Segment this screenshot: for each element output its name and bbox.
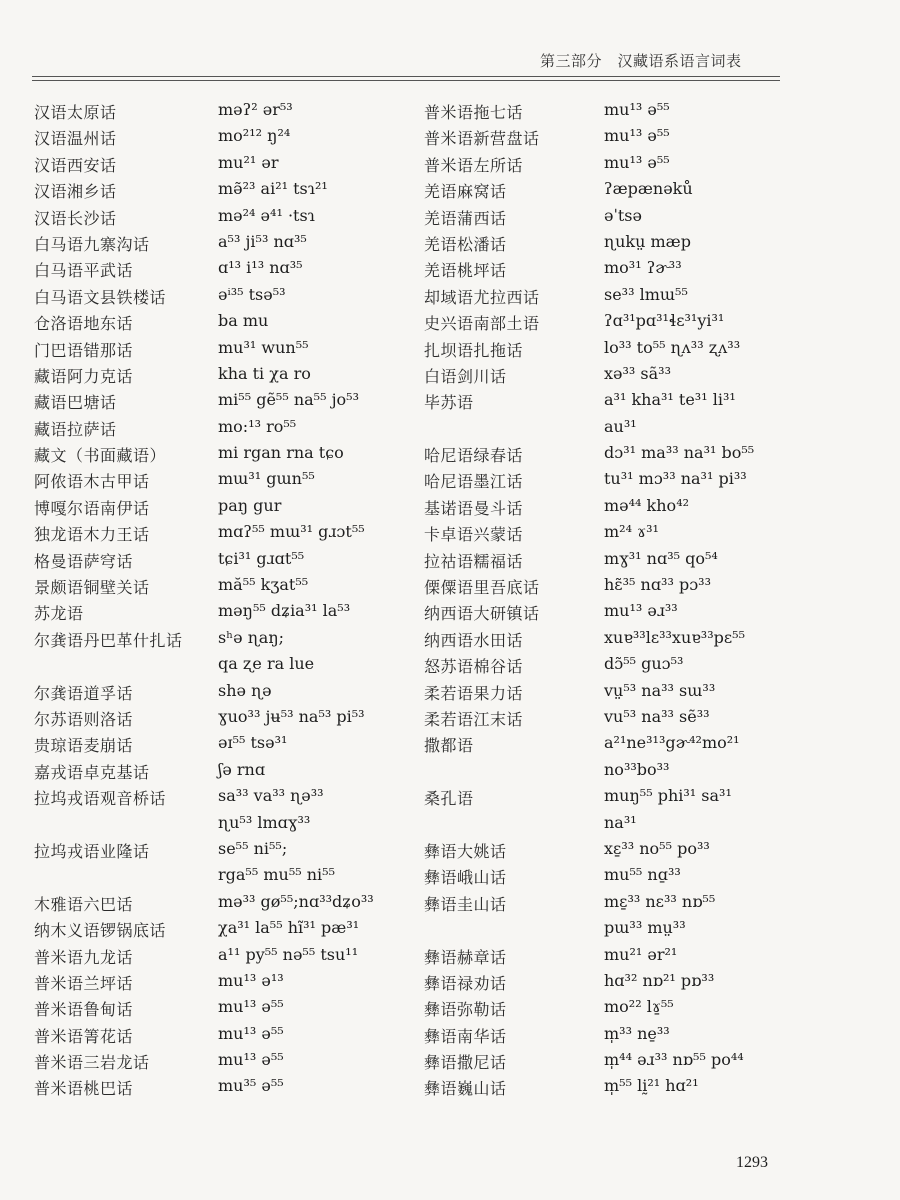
phonetic-form: vu⁵³ na³³ sẽ³³ xyxy=(604,706,710,726)
phonetic-form: mə³³ gø⁵⁵;nɑ³³dʑo³³ xyxy=(218,891,374,911)
language-name: 木雅语六巴话 xyxy=(34,894,134,914)
language-name: 撒都语 xyxy=(424,736,474,756)
language-name: 仓洛语地东话 xyxy=(34,314,134,334)
language-name: 彝语弥勒话 xyxy=(424,1000,507,1020)
phonetic-form: mo²¹² ŋ²⁴ xyxy=(218,126,291,146)
language-name: 纳西语水田话 xyxy=(424,630,524,650)
phonetic-form: se⁵⁵ ni⁵⁵; xyxy=(218,838,288,858)
phonetic-form: mu³⁵ ə⁵⁵ xyxy=(218,1076,284,1096)
page-number: 1293 xyxy=(736,1154,768,1171)
language-name: 彝语撒尼话 xyxy=(424,1053,507,1073)
language-name: 基诺语曼斗话 xyxy=(424,498,524,518)
phonetic-form: dɔ̃⁵⁵ guɔ⁵³ xyxy=(604,654,684,674)
phonetic-form: mu¹³ ə⁵⁵ xyxy=(218,1023,284,1043)
phonetic-form: a⁵³ ji⁵³ nɑ³⁵ xyxy=(218,231,307,251)
phonetic-form: əⁱ³⁵ tsə⁵³ xyxy=(218,284,286,304)
language-name: 彝语圭山话 xyxy=(424,894,507,914)
language-name: 彝语南华话 xyxy=(424,1026,507,1046)
phonetic-form: mu¹³ ə⁵⁵ xyxy=(218,997,284,1017)
phonetic-form: muŋ⁵⁵ phi³¹ sa³¹ xyxy=(604,786,732,806)
language-name: 拉坞戎语观音桥话 xyxy=(34,789,167,809)
language-name: 哈尼语墨江话 xyxy=(424,472,524,492)
phonetic-form: kha ti χa ro xyxy=(218,363,311,383)
phonetic-form: sa³³ va³³ ɳə³³ xyxy=(218,786,324,806)
language-name: 藏语阿力克话 xyxy=(34,366,134,386)
language-name: 彝语赫章话 xyxy=(424,947,507,967)
phonetic-form: mɑʔ⁵⁵ mɯ³¹ gɹɔt⁵⁵ xyxy=(218,522,365,542)
phonetic-form: mu¹³ ə⁵⁵ xyxy=(604,152,670,172)
language-name: 怒苏语棉谷话 xyxy=(424,657,524,677)
language-name: 尔龚语丹巴革什扎话 xyxy=(34,630,183,650)
language-name: 汉语西安话 xyxy=(34,155,117,175)
language-name: 贵琼语麦崩话 xyxy=(34,736,134,756)
language-name: 格曼语萨穹话 xyxy=(34,551,134,571)
phonetic-form: mə̃²³ ai²¹ tsɿ²¹ xyxy=(218,179,328,199)
phonetic-form: əɪ⁵⁵ tsə³¹ xyxy=(218,733,288,753)
phonetic-form: mu²¹ ər²¹ xyxy=(604,944,678,964)
phonetic-form: mă⁵⁵ kʒat⁵⁵ xyxy=(218,575,309,595)
language-name: 彝语禄劝话 xyxy=(424,973,507,993)
phonetic-form: mu¹³ əɹ³³ xyxy=(604,601,678,621)
language-name: 汉语温州话 xyxy=(34,129,117,149)
phonetic-form: mu³¹ wun⁵⁵ xyxy=(218,337,309,357)
phonetic-form: ʃə rnɑ xyxy=(218,759,266,779)
language-name: 阿侬语木古甲话 xyxy=(34,472,150,492)
language-name: 羌语麻窝话 xyxy=(424,182,507,202)
language-name: 尔龚语道孚话 xyxy=(34,683,134,703)
phonetic-form: ʔɑ³¹pɑ³¹ɬɛ³¹yi³¹ xyxy=(604,311,725,331)
phonetic-form: qa ʐe ra lue xyxy=(218,654,315,674)
phonetic-form: se³³ lmɯ⁵⁵ xyxy=(604,284,688,304)
phonetic-form: əˈtsə xyxy=(604,205,642,225)
language-name: 傈僳语里吾底话 xyxy=(424,578,540,598)
phonetic-form: məʔ² ər⁵³ xyxy=(218,100,293,119)
phonetic-form: mi rgan rna tɕo xyxy=(218,443,344,463)
phonetic-form: mu²¹ ər xyxy=(218,152,279,172)
phonetic-form: paŋ gur xyxy=(218,495,282,515)
language-name: 普米语鲁甸话 xyxy=(34,1000,134,1020)
language-name: 博嘎尔语南伊话 xyxy=(34,498,150,518)
phonetic-form: mo²² lɤ̱⁵⁵ xyxy=(604,997,674,1017)
language-name: 纳西语大研镇话 xyxy=(424,604,540,624)
language-name: 白语剑川话 xyxy=(424,366,507,386)
phonetic-form: no³³bo³³ xyxy=(604,759,670,779)
phonetic-form: mo:¹³ ro⁵⁵ xyxy=(218,416,297,436)
language-name: 汉语太原话 xyxy=(34,103,117,122)
phonetic-form: xuɐ³³lɛ³³xuɐ³³pɛ⁵⁵ xyxy=(604,627,745,647)
language-name: 藏语拉萨话 xyxy=(34,419,117,439)
phonetic-form: mi⁵⁵ gẽ⁵⁵ na⁵⁵ jo⁵³ xyxy=(218,390,360,410)
language-name: 景颇语铜壁关话 xyxy=(34,578,150,598)
language-name: 普米语兰坪话 xyxy=(34,973,134,993)
phonetic-form: dɔ³¹ ma³³ na³¹ bo⁵⁵ xyxy=(604,443,755,463)
phonetic-form: xɛ̱³³ no⁵⁵ po³³ xyxy=(604,838,710,858)
phonetic-form: mu¹³ ə⁵⁵ xyxy=(604,100,670,119)
phonetic-form: hɑ³² nɒ²¹ pɒ³³ xyxy=(604,970,715,990)
language-name: 彝语巍山话 xyxy=(424,1079,507,1099)
language-name: 白马语文县铁楼话 xyxy=(34,287,167,307)
phonetic-form: a²¹ne³¹³gɚ⁴²mo²¹ xyxy=(604,733,740,753)
phonetic-form: a¹¹ py⁵⁵ nə⁵⁵ tsu¹¹ xyxy=(218,944,359,964)
phonetic-form: vṳ⁵³ na³³ sɯ³³ xyxy=(604,680,716,700)
page-header: 第三部分 汉藏语系语言词表 xyxy=(540,52,742,70)
phonetic-form: ɑ¹³ i¹³ nɑ³⁵ xyxy=(218,258,303,278)
language-name: 汉语湘乡话 xyxy=(34,182,117,202)
phonetic-form: mu⁵⁵ nɑ̱³³ xyxy=(604,865,681,885)
phonetic-form: na³¹ xyxy=(604,812,637,832)
language-name: 普米语左所话 xyxy=(424,155,524,175)
language-name: 普米语三岩龙话 xyxy=(34,1053,150,1073)
language-name: 普米语拖七话 xyxy=(424,103,524,122)
phonetic-form: mə⁴⁴ kho⁴² xyxy=(604,495,690,515)
language-name: 普米语桃巴话 xyxy=(34,1079,134,1099)
language-name: 柔若语果力话 xyxy=(424,683,524,703)
language-name: 卡卓语兴蒙话 xyxy=(424,525,524,545)
phonetic-form: lo³³ to⁵⁵ ɳʌ³³ ʐʌ³³ xyxy=(604,337,741,357)
phonetic-form: mu¹³ ə¹³ xyxy=(218,970,284,990)
language-name: 扎坝语扎拖话 xyxy=(424,340,524,360)
phonetic-form: m̩⁴⁴ əɹ³³ nɒ⁵⁵ po⁴⁴ xyxy=(604,1050,744,1070)
language-name: 桑孔语 xyxy=(424,789,474,809)
phonetic-form: m²⁴ ɤ³¹ xyxy=(604,522,659,542)
language-name: 羌语蒲西话 xyxy=(424,208,507,228)
phonetic-form: ɳu⁵³ lmɑɣ³³ xyxy=(218,812,311,832)
language-name: 苏龙语 xyxy=(34,604,84,624)
language-name: 尔苏语则洛话 xyxy=(34,709,134,729)
language-name: 却域语尤拉西话 xyxy=(424,287,540,307)
phonetic-form: tɕi³¹ gɹɑt⁵⁵ xyxy=(218,548,305,568)
header-rule-top xyxy=(32,76,780,77)
language-name: 羌语松潘话 xyxy=(424,234,507,254)
language-name: 白马语平武话 xyxy=(34,261,134,281)
language-name: 毕苏语 xyxy=(424,393,474,413)
language-name: 嘉戎语卓克基话 xyxy=(34,762,150,782)
phonetic-form: pɯ³³ mṳ³³ xyxy=(604,918,686,938)
language-name: 拉祜语糯福话 xyxy=(424,551,524,571)
language-name: 纳木义语锣锅底话 xyxy=(34,921,167,941)
phonetic-form: mo³¹ ʔɚ³³ xyxy=(604,258,682,278)
language-name: 史兴语南部土语 xyxy=(424,314,540,334)
language-name: 羌语桃坪话 xyxy=(424,261,507,281)
phonetic-form: mu¹³ ə⁵⁵ xyxy=(604,126,670,146)
phonetic-form: xə³³ sã³³ xyxy=(604,363,671,383)
language-name: 拉坞戎语业隆话 xyxy=(34,841,150,861)
phonetic-form: ba mu xyxy=(218,311,269,331)
phonetic-form: məŋ⁵⁵ dʑia³¹ la⁵³ xyxy=(218,601,351,621)
phonetic-form: mɯ³¹ gɯn⁵⁵ xyxy=(218,469,315,489)
phonetic-form: ɣuo³³ jʉ⁵³ na⁵³ pi⁵³ xyxy=(218,706,365,726)
language-name: 白马语九寨沟话 xyxy=(34,234,150,254)
phonetic-form: hɛ̃³⁵ nɑ³³ pɔ³³ xyxy=(604,575,711,595)
phonetic-form: rga⁵⁵ mu⁵⁵ ni⁵⁵ xyxy=(218,865,335,885)
phonetic-form: tu³¹ mɔ³³ na³¹ pi³³ xyxy=(604,469,747,489)
phonetic-form: au³¹ xyxy=(604,416,637,436)
phonetic-form: χa³¹ la⁵⁵ hĩ³¹ pæ³¹ xyxy=(218,918,360,938)
phonetic-form: m̩³³ ne̱³³ xyxy=(604,1023,670,1043)
phonetic-form: mɛ̱³³ nɛ³³ nɒ⁵⁵ xyxy=(604,891,716,911)
language-name: 普米语九龙话 xyxy=(34,947,134,967)
phonetic-form: mə²⁴ ə⁴¹ ·tsɿ xyxy=(218,205,315,225)
phonetic-form: ʔæpænəků xyxy=(604,179,693,199)
language-name: 独龙语木力王话 xyxy=(34,525,150,545)
header-rule-bottom xyxy=(32,80,780,81)
language-name: 汉语长沙话 xyxy=(34,208,117,228)
phonetic-form: m̩⁵⁵ lḭ²¹ hɑ²¹ xyxy=(604,1076,699,1096)
language-name: 柔若语江末话 xyxy=(424,709,524,729)
language-name: 门巴语错那话 xyxy=(34,340,134,360)
language-name: 彝语大姚话 xyxy=(424,841,507,861)
phonetic-form: sʰə ɳaŋ; xyxy=(218,627,285,647)
phonetic-form: a³¹ kha³¹ te³¹ li³¹ xyxy=(604,390,736,410)
language-name: 彝语峨山话 xyxy=(424,868,507,888)
phonetic-form: shə ɳə xyxy=(218,680,272,700)
phonetic-form: ɳukṳ mæp xyxy=(604,231,691,251)
phonetic-form: mu¹³ ə⁵⁵ xyxy=(218,1050,284,1070)
language-name: 藏语巴塘话 xyxy=(34,393,117,413)
language-name: 普米语新营盘话 xyxy=(424,129,540,149)
phonetic-form: mɣ³¹ nɑ³⁵ qo⁵⁴ xyxy=(604,548,718,568)
language-name: 哈尼语绿春话 xyxy=(424,446,524,466)
language-name: 普米语箐花话 xyxy=(34,1026,134,1046)
language-name: 藏文（书面藏语） xyxy=(34,446,167,466)
